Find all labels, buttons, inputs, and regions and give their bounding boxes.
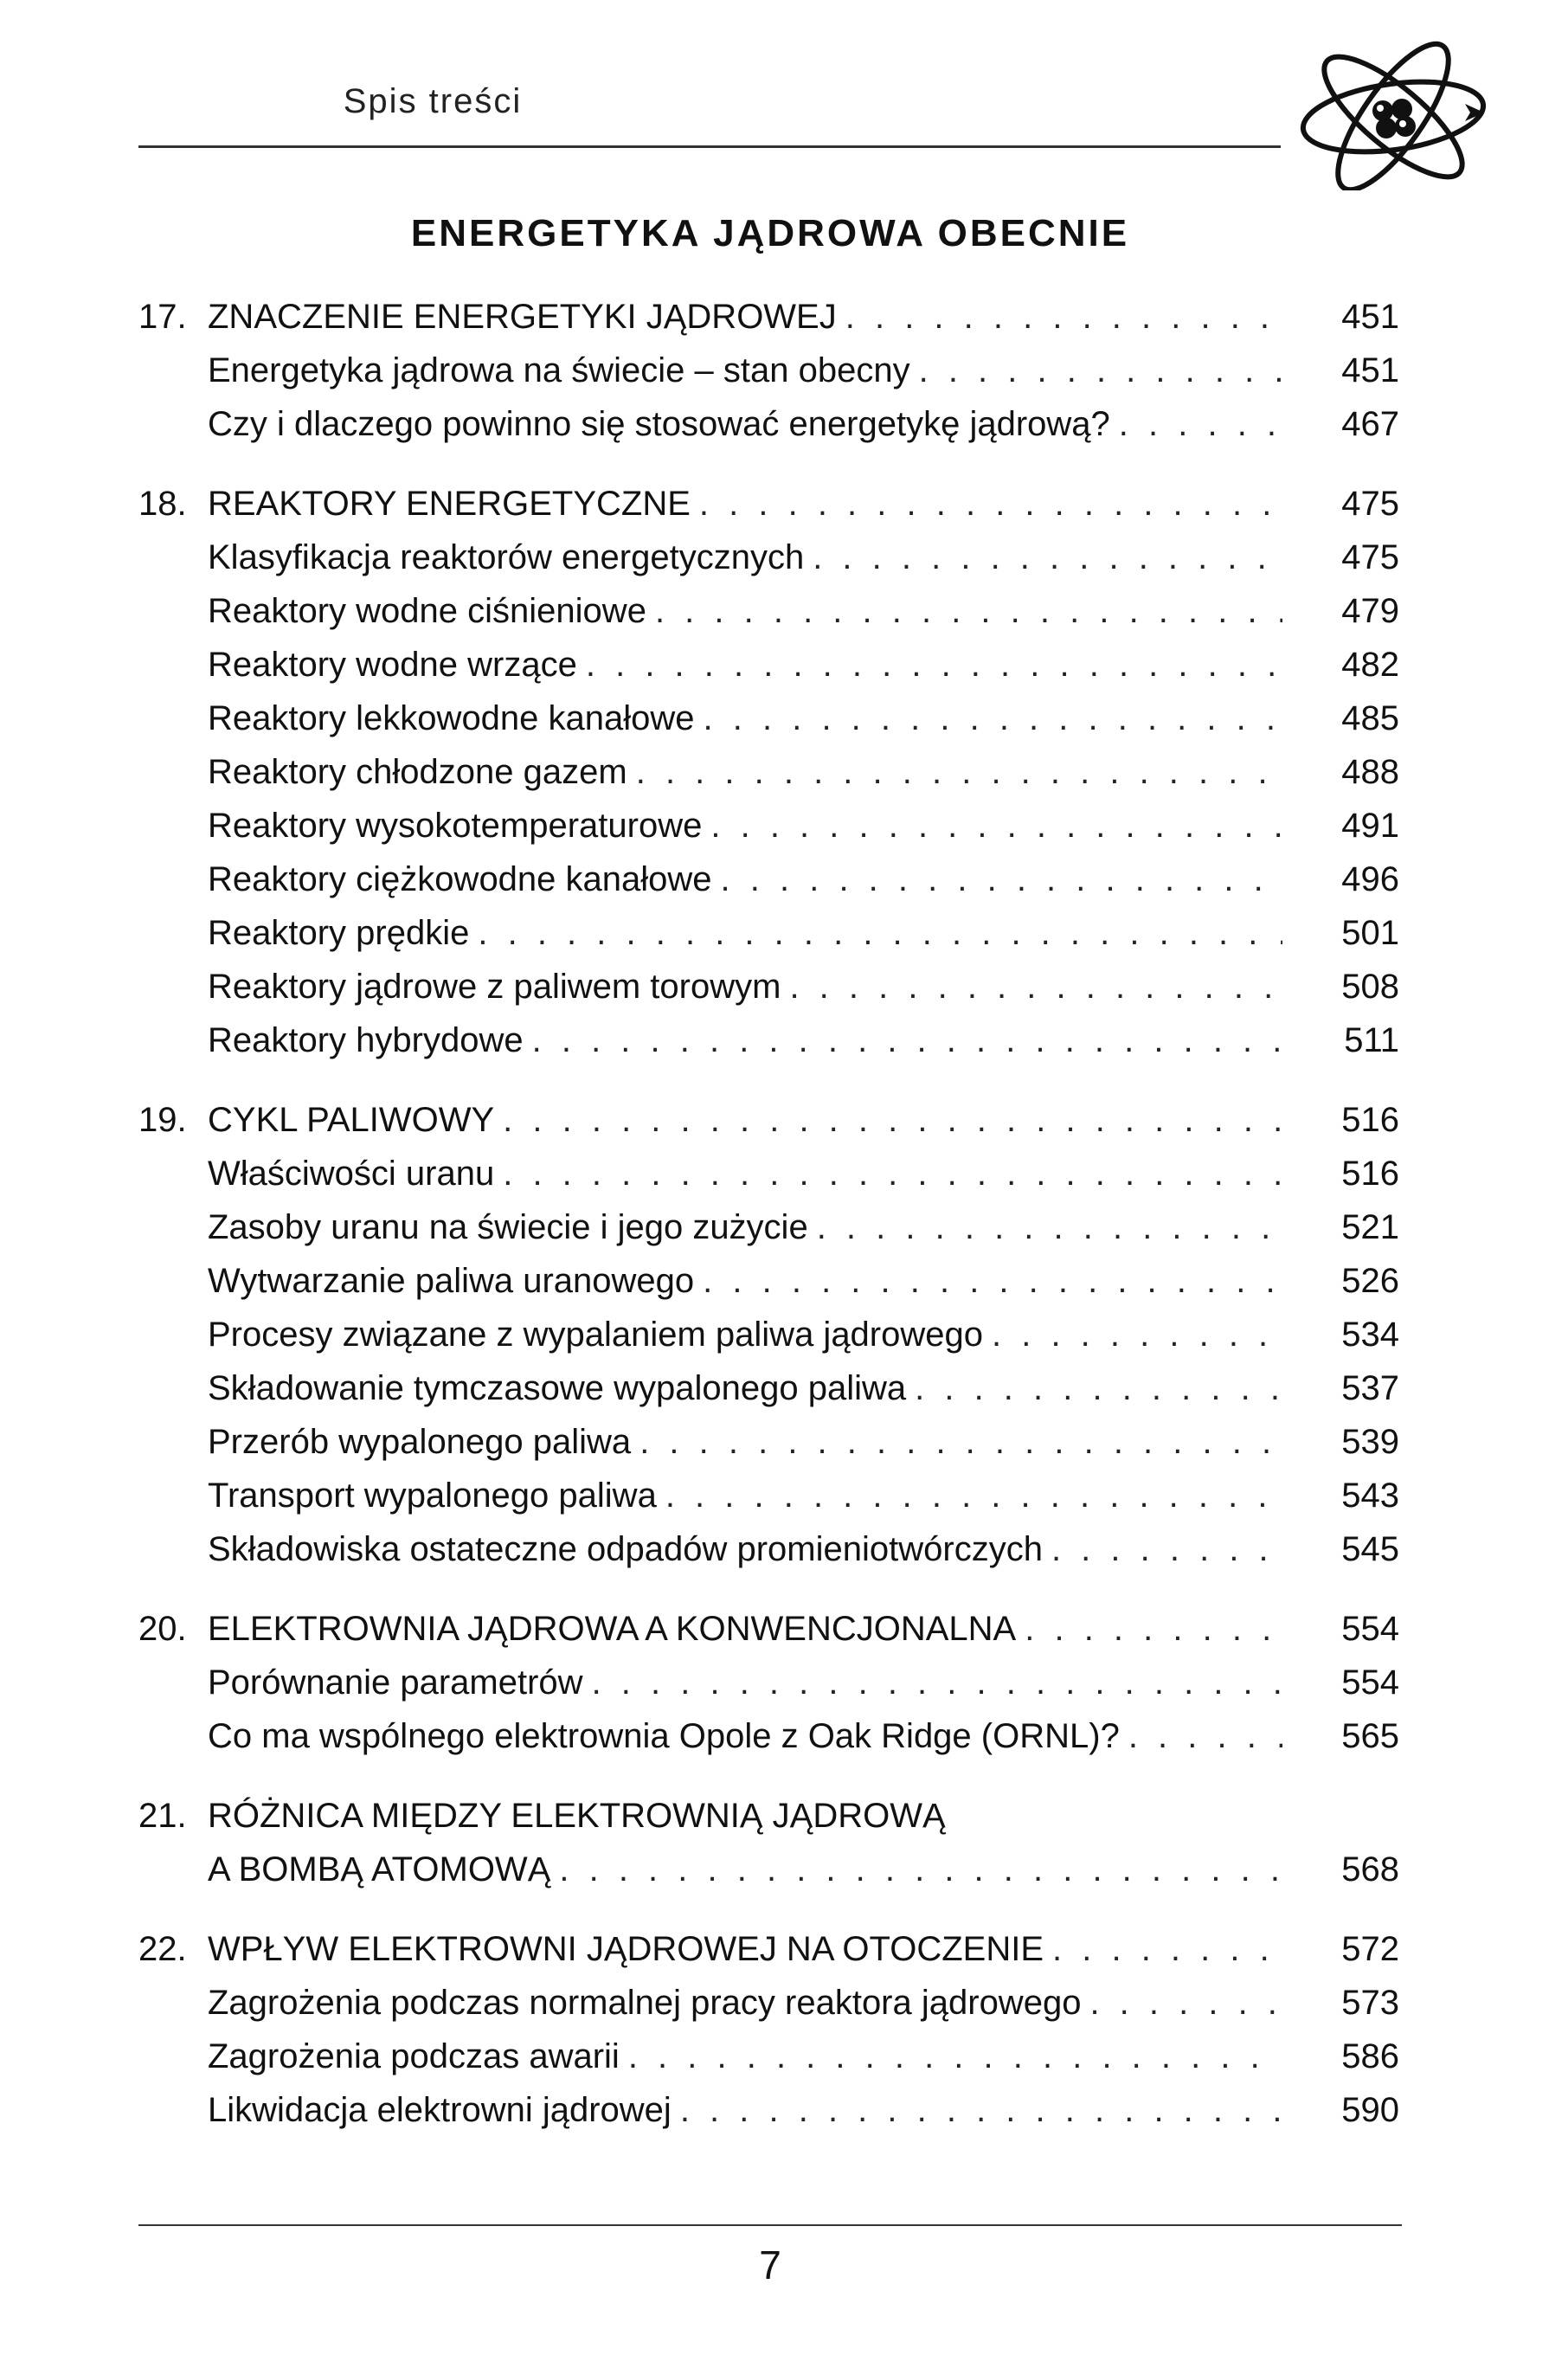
chapter-title: ZNACZENIE ENERGETYKI JĄDROWEJ [208, 298, 837, 336]
page-ref: 554 [1341, 1663, 1399, 1702]
dot-leader [586, 638, 1282, 692]
dot-leader [639, 1415, 1282, 1469]
dot-leader [1119, 397, 1282, 451]
chapter-title: CYKL PALIWOWY [208, 1101, 495, 1139]
dot-leader [680, 2083, 1282, 2137]
toc-entry-row[interactable] [0, 1200, 1568, 1254]
entry-title: Reaktory wodne ciśnieniowe [208, 592, 646, 630]
page-ref: 475 [1341, 538, 1399, 576]
entry-title: Procesy związane z wypalaniem paliwa jądrowego [208, 1316, 983, 1354]
toc-chapter-row[interactable] [0, 477, 1568, 531]
page-ref: 565 [1341, 1717, 1399, 1755]
toc-entry-row[interactable] [0, 1308, 1568, 1361]
chapter-number: 17. [138, 298, 187, 336]
chapter-title-line1: RÓŻNICA MIĘDZY ELEKTROWNIĄ JĄDROWĄ [208, 1797, 946, 1835]
toc-entry-row[interactable] [0, 960, 1568, 1013]
dot-leader [817, 1200, 1282, 1254]
chapter-title: WPŁYW ELEKTROWNI JĄDROWEJ NA OTOCZENIE [208, 1930, 1044, 1968]
dot-leader [1052, 1922, 1282, 1976]
entry-title: Przerób wypalonego paliwa [208, 1423, 632, 1461]
toc-chapter-19 [0, 1093, 1568, 1576]
page-ref: 539 [1341, 1423, 1399, 1461]
entry-title: Zasoby uranu na świecie i jego zużycie [208, 1208, 808, 1246]
dot-leader [699, 477, 1282, 531]
toc-chapter-row[interactable] [0, 1922, 1568, 1976]
chapter-title: A BOMBĄ ATOMOWĄ [208, 1850, 551, 1889]
toc-entry-row[interactable] [0, 906, 1568, 960]
toc-chapter-row[interactable] [0, 1602, 1568, 1656]
dot-leader [592, 1656, 1282, 1709]
dot-leader [559, 1843, 1282, 1896]
page-ref: 488 [1341, 753, 1399, 791]
toc-entry-row[interactable] [0, 1415, 1568, 1469]
page-ref: 491 [1341, 807, 1399, 845]
page-ref: 586 [1341, 2037, 1399, 2075]
toc-entry-row[interactable] [0, 1013, 1568, 1067]
page-ref: 475 [1341, 485, 1399, 523]
toc-entry-row[interactable] [0, 2030, 1568, 2083]
toc-entry-row[interactable] [0, 745, 1568, 799]
dot-leader [665, 1469, 1282, 1522]
chapter-number: 18. [138, 485, 187, 523]
chapter-title: REAKTORY ENERGETYCZNE [208, 485, 691, 523]
entry-title: Zagrożenia podczas normalnej pracy reaktora jądrowego [208, 1984, 1082, 2022]
toc-chapter-row[interactable] [0, 1093, 1568, 1147]
page-ref: 521 [1341, 1208, 1399, 1246]
chapter-number: 19. [138, 1101, 187, 1139]
entry-title: Klasyfikacja reaktorów energetycznych [208, 538, 805, 576]
dot-leader [703, 1254, 1282, 1308]
toc-entry-row[interactable] [0, 2083, 1568, 2137]
entry-title: Składowanie tymczasowe wypalonego paliwa [208, 1369, 907, 1407]
entry-title: Reaktory lekkowodne kanałowe [208, 699, 695, 737]
toc-entry-row[interactable] [0, 799, 1568, 853]
toc-chapter-row[interactable] [0, 290, 1568, 344]
entry-title: Transport wypalonego paliwa [208, 1477, 657, 1515]
dot-leader [919, 344, 1282, 397]
entry-title: Składowiska ostateczne odpadów promieniotwórczych [208, 1530, 1043, 1568]
toc-chapter-21 [0, 1789, 1568, 1896]
entry-title: Reaktory chłodzone gazem [208, 753, 627, 791]
entry-title: Co ma wspólnego elektrownia Opole z Oak Ridge (ORNL)? [208, 1717, 1120, 1755]
page-ref: 543 [1341, 1477, 1399, 1515]
dot-leader [992, 1308, 1282, 1361]
dot-leader [845, 290, 1282, 344]
page-ref: 537 [1341, 1369, 1399, 1407]
page-ref: 451 [1341, 351, 1399, 389]
toc-entry-row[interactable] [0, 531, 1568, 584]
chapter-number: 20. [138, 1610, 187, 1648]
table-of-contents [0, 290, 1568, 2137]
toc-chapter-22 [0, 1922, 1568, 2137]
page-ref: 573 [1341, 1984, 1399, 2022]
toc-chapter-row[interactable] [0, 1789, 1568, 1843]
entry-title: Czy i dlaczego powinno się stosować energetykę jądrową? [208, 405, 1110, 443]
chapter-number: 22. [138, 1930, 187, 1968]
toc-entry-row[interactable] [0, 1656, 1568, 1709]
page-ref: 516 [1341, 1155, 1399, 1193]
dot-leader [1089, 1976, 1282, 2030]
dot-leader [704, 692, 1282, 745]
page-ref: 568 [1341, 1850, 1399, 1889]
chapter-title: ELEKTROWNIA JĄDROWA A KONWENCJONALNA [208, 1610, 1017, 1648]
dot-leader [655, 584, 1282, 638]
dot-leader [721, 853, 1282, 906]
toc-entry-row[interactable] [0, 344, 1568, 397]
page-ref: 590 [1341, 2091, 1399, 2129]
page-ref: 516 [1341, 1101, 1399, 1139]
dot-leader [813, 531, 1282, 584]
dot-leader [789, 960, 1282, 1013]
entry-title: Wytwarzanie paliwa uranowego [208, 1262, 695, 1300]
toc-chapter-row-continued[interactable] [0, 1843, 1568, 1896]
entry-title: Reaktory prędkie [208, 914, 470, 952]
page-ref: 554 [1341, 1610, 1399, 1648]
page-ref: 482 [1341, 646, 1399, 684]
toc-entry-row[interactable] [0, 1976, 1568, 2030]
entry-title: Porównanie parametrów [208, 1663, 583, 1702]
page-ref: 534 [1341, 1316, 1399, 1354]
entry-title: Reaktory wodne wrzące [208, 646, 577, 684]
entry-title: Reaktory jądrowe z paliwem torowym [208, 968, 781, 1006]
dot-leader [628, 2030, 1282, 2083]
dot-leader [710, 799, 1282, 853]
toc-entry-row[interactable] [0, 1709, 1568, 1763]
chapter-number: 21. [138, 1797, 187, 1835]
dot-leader [532, 1013, 1282, 1067]
dot-leader [1025, 1602, 1282, 1656]
page-ref: 451 [1341, 298, 1399, 336]
dot-leader [1128, 1709, 1282, 1763]
dot-leader [915, 1361, 1282, 1415]
toc-entry-row[interactable] [0, 1469, 1568, 1522]
toc-entry-row[interactable] [0, 584, 1568, 638]
entry-title: Właściwości uranu [208, 1155, 495, 1193]
running-header: Spis treści [343, 82, 523, 120]
toc-entry-row[interactable] [0, 397, 1568, 451]
page-ref: 511 [1344, 1021, 1399, 1059]
entry-title: Zagrożenia podczas awarii [208, 2037, 620, 2075]
page-ref: 526 [1341, 1262, 1399, 1300]
atom-icon [1289, 35, 1497, 190]
page-ref: 496 [1341, 860, 1399, 898]
entry-title: Reaktory hybrydowe [208, 1021, 524, 1059]
toc-entry-row[interactable] [0, 1254, 1568, 1308]
toc-entry-row[interactable] [0, 638, 1568, 692]
page-ref: 545 [1341, 1530, 1399, 1568]
dot-leader [636, 745, 1282, 799]
toc-chapter-17 [0, 290, 1568, 451]
toc-entry-row[interactable] [0, 692, 1568, 745]
toc-chapter-18 [0, 477, 1568, 1067]
page-ref: 485 [1341, 699, 1399, 737]
page-ref: 467 [1341, 405, 1399, 443]
entry-title: Energetyka jądrowa na świecie – stan obecny [208, 351, 910, 389]
dot-leader [478, 906, 1282, 960]
page-ref: 572 [1341, 1930, 1399, 1968]
page-ref: 508 [1341, 968, 1399, 1006]
page-ref: 479 [1341, 592, 1399, 630]
toc-entry-row[interactable] [0, 853, 1568, 906]
toc-entry-row[interactable] [0, 1361, 1568, 1415]
dot-leader [503, 1147, 1282, 1200]
header-rule [138, 145, 1281, 148]
entry-title: Reaktory ciężkowodne kanałowe [208, 860, 712, 898]
dot-leader [503, 1093, 1282, 1147]
section-heading: ENERGETYKA JĄDROWA OBECNIE [410, 212, 1130, 254]
entry-title: Reaktory wysokotemperaturowe [208, 807, 703, 845]
dot-leader [1051, 1522, 1282, 1576]
footer-rule [138, 2224, 1402, 2226]
toc-entry-row[interactable] [0, 1147, 1568, 1200]
page-number: 7 [759, 2242, 781, 2287]
toc-entry-row[interactable] [0, 1522, 1568, 1576]
toc-chapter-20 [0, 1602, 1568, 1763]
page-ref: 501 [1341, 914, 1399, 952]
entry-title: Likwidacja elektrowni jądrowej [208, 2091, 672, 2129]
